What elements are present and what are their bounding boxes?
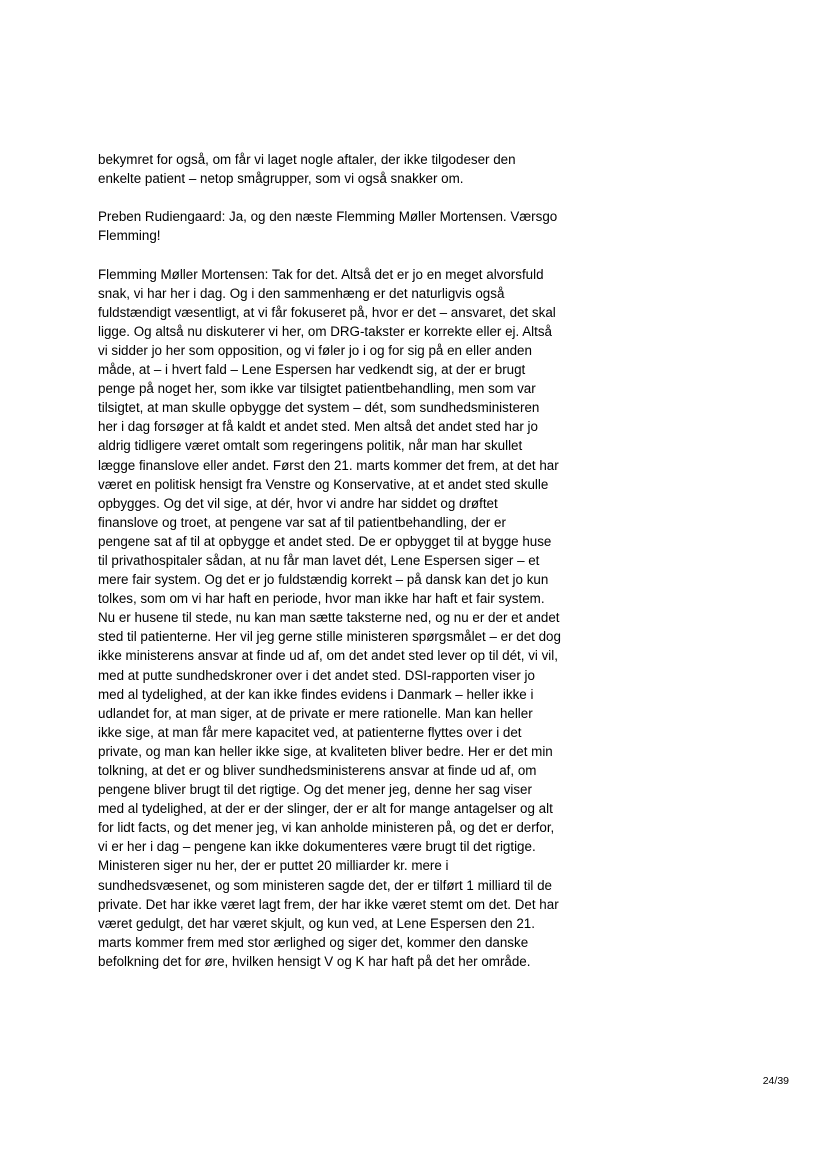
text-line: Preben Rudiengaard: Ja, og den næste Flemming Møller Mortensen. Værsgo: [98, 209, 558, 225]
paragraph: [98, 150, 598, 188]
text-line: snak, vi har her i dag. Og i den sammenhæng er det naturligvis også: [98, 285, 505, 301]
text-line: opbygges. Og det vil sige, at dér, hvor vi andre har siddet og drøftet: [98, 495, 498, 511]
text-line: med al tydelighed, at der kan ikke findes evidens i Danmark – heller ikke i: [98, 686, 534, 702]
text-line: Nu er husene til stede, nu kan man sætte taksterne ned, og nu er der et andet: [98, 610, 560, 626]
text-line: Flemming Møller Mortensen: Tak for det. Altså det er jo en meget alvorsfuld: [98, 266, 544, 282]
document-body: [98, 150, 598, 990]
text-line: til privathospitaler sådan, at nu får man lavet dét, Lene Espersen siger – et: [98, 552, 540, 568]
text-line: pengene sat af til at opbygge et andet sted. De er opbygget til at bygge huse: [98, 533, 552, 549]
text-line: befolkning det for øre, hvilken hensigt V og K har haft på det her område.: [98, 953, 531, 969]
text-line: private, og man kan heller ikke sige, at kvaliteten bliver bedre. Her er det min: [98, 743, 553, 759]
text-line: tolkning, at det er og bliver sundhedsministerens ansvar at finde ud af, om: [98, 763, 537, 778]
text-line: her i dag forsøger at få kaldt et andet sted. Men altså det andet sted har jo: [98, 419, 538, 435]
page-number: 24/39: [762, 1075, 789, 1087]
paragraph: [98, 265, 598, 971]
text-line: udlandet for, at man siger, at de private er mere rationelle. Man kan heller: [98, 705, 533, 721]
text-line: ligge. Og altså nu diskuterer vi her, om DRG-takster er korrekte eller ej. Altså: [98, 323, 552, 339]
text-line: Ministeren siger nu her, der er puttet 20 milliarder kr. mere i: [98, 858, 449, 874]
text-line: sted til patienterne. Her vil jeg gerne stille ministeren spørgsmålet – er det dog: [98, 629, 561, 645]
text-line: været gedulgt, det har været skjult, og kun ved, at Lene Espersen den 21.: [98, 915, 535, 931]
text-line: tolkes, som om vi har haft en periode, hvor man ikke har haft et fair system.: [98, 591, 545, 607]
text-line: finanslove og troet, at pengene var sat af til patientbehandling, der er: [98, 514, 506, 530]
text-line: ikke ministerens ansvar at finde ud af, om det andet sted lever op til dét, vi vil,: [98, 648, 558, 664]
text-line: mere fair system. Og det er jo fuldstændig korrekt – på dansk kan det jo kun: [98, 572, 549, 588]
text-line: bekymret for også, om får vi laget nogle aftaler, der ikke tilgodeser den: [98, 152, 516, 167]
text-line: private. Det har ikke været lagt frem, der har ikke været stemt om det. Det har: [98, 896, 559, 912]
text-line: aldrig tidligere været omtalt som regeringens politik, når man har skullet: [98, 438, 523, 454]
text-line: sundhedsvæsenet, og som ministeren sagde det, der er tilført 1 milliard til de: [98, 877, 553, 893]
text-line: for lidt facts, og det mener jeg, vi kan anholde ministeren på, og det er derfor,: [98, 820, 555, 836]
text-line: med al tydelighed, at der er der slinger, der er alt for mange antagelser og alt: [98, 801, 553, 817]
text-line: måde, at – i hvert fald – Lene Espersen har vedkendt sig, at der er brugt: [98, 362, 526, 378]
text-line: Flemming!: [98, 228, 161, 244]
text-line: vi sidder jo her som opposition, og vi føler jo i og for sig på en eller anden: [98, 342, 532, 358]
text-line: været en politisk hensigt fra Venstre og Konservative, at et andet sted skulle: [98, 476, 549, 492]
text-line: penge på noget her, som ikke var tilsigtet patientbehandling, men som var: [98, 381, 536, 397]
text-line: ikke sige, at man får mere kapacitet ved, at patienterne flyttes over i det: [98, 724, 522, 740]
text-line: tilsigtet, at man skulle opbygge det system – dét, som sundhedsministeren: [98, 400, 540, 416]
text-line: pengene bliver brugt til det rigtige. Og det mener jeg, denne her sag viser: [98, 782, 532, 798]
paragraph: [98, 207, 598, 245]
text-line: enkelte patient – netop smågrupper, som vi også snakker om.: [98, 171, 464, 187]
text-line: med at putte sundhedskroner over i det andet sted. DSI-rapporten viser jo: [98, 667, 535, 683]
text-line: fuldstændigt væsentligt, at vi får fokuseret på, hvor er det – ansvaret, det skal: [98, 304, 556, 320]
text-line: vi er her i dag – pengene kan ikke dokumenteres være brugt til det rigtige.: [98, 839, 536, 855]
text-line: marts kommer frem med stor ærlighed og siger det, kommer den danske: [98, 934, 529, 950]
text-line: lægge finanslove eller andet. Først den 21. marts kommer det frem, at det har: [98, 457, 559, 473]
